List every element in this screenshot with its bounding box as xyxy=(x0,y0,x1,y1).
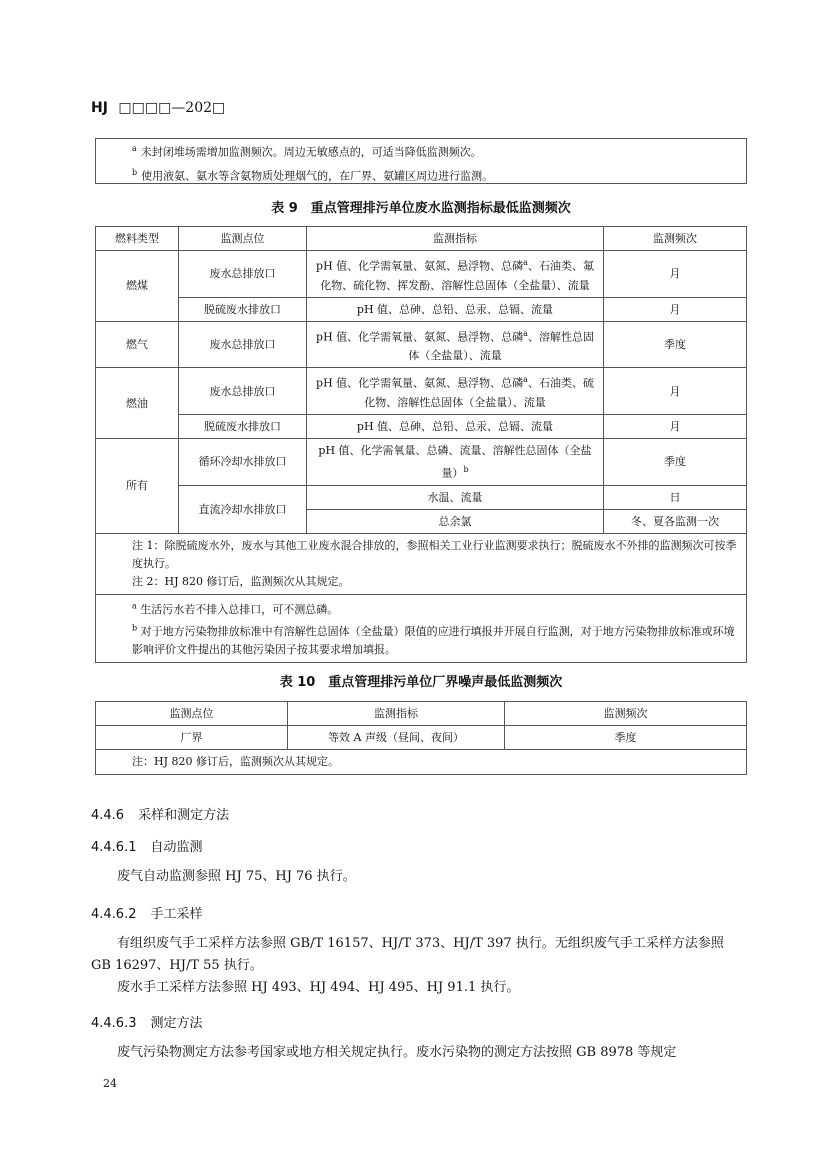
note-b: $^b$ 使用液氨、氨水等含氨物质处理烟气的，在厂界、氨罐区周边进行监测。 xyxy=(132,167,494,183)
point-cell: 直流冷却水排放口 xyxy=(179,485,307,533)
table-row xyxy=(96,297,747,321)
section-heading: 4.4.6.1 自动监测 xyxy=(91,840,203,855)
point-cell: 循环冷却水排放口 xyxy=(179,438,307,485)
document-header xyxy=(91,100,225,116)
table10-caption: 表 10 重点管理排污单位厂界噪声最低监测频次 xyxy=(279,675,563,690)
fuel-cell: 所有 xyxy=(96,438,179,533)
previous-table-notes xyxy=(95,138,747,184)
header-fuel: 燃料类型 xyxy=(96,227,179,251)
fuel-cell: 燃气 xyxy=(96,321,179,368)
indicator-cell: 总余氯 xyxy=(307,509,604,533)
indicator-cell: 等效 A 声级（昼间、夜间） xyxy=(288,726,505,750)
indicator-cell: 水温、流量 xyxy=(307,485,604,509)
indicator-cell: pH 值、总砷、总铅、总汞、总镉、流量 xyxy=(307,297,604,321)
table9-caption: 表 9 重点管理排污单位废水监测指标最低监测频次 xyxy=(271,201,571,216)
table-row xyxy=(96,251,747,298)
point-cell: 脱硫废水排放口 xyxy=(179,297,307,321)
note-a: $^a$ 未封闭堆场需增加监测频次。周边无敏感点的，可适当降低监测频次。 xyxy=(132,144,482,159)
paragraph: 有组织废气手工采样方法参照 GB/T 16157、HJ/T 373、HJ/T 397 执行。无组织废气手工采样方法参照 GB 16297、HJ/T 55 执行。 xyxy=(91,936,724,973)
table-header-row xyxy=(96,227,747,251)
header-point: 监测点位 xyxy=(96,702,288,726)
table-row xyxy=(96,726,747,750)
page-number: 24 xyxy=(103,1077,117,1090)
table10 xyxy=(95,701,747,775)
frequency-cell: 月 xyxy=(604,297,747,321)
note-2: 注 2：HJ 820 修订后，监测频次从其规定。 xyxy=(132,574,350,588)
table-row xyxy=(96,485,747,509)
footnote-b: $^b$ 对于地方污染物排放标准中有溶解性总固体（全盐量）限值的应进行填报并开展自行监测，对于地方污染物排放标准或环境影响评价文件提出的其他污染因子按其要求增加填报。 xyxy=(132,623,735,656)
table9-notes xyxy=(96,533,747,594)
table-row xyxy=(96,438,747,485)
table-row xyxy=(96,321,747,368)
indicator-cell: pH 值、化学需氧量、氨氮、悬浮物、总磷$^a$、溶解性总固体（全盐量）、流量 xyxy=(307,321,604,368)
table-row xyxy=(96,414,747,438)
standard-code: HJ xyxy=(91,100,108,116)
indicator-cell: pH 值、化学需氧量、总磷、流量、溶解性总固体（全盐量）$^b$ xyxy=(307,438,604,485)
point-cell: 废水总排放口 xyxy=(179,368,307,415)
footnote-a: $^a$ 生活污水若不排入总排口，可不测总磷。 xyxy=(132,601,339,617)
frequency-cell: 月 xyxy=(604,414,747,438)
table10-note: 注：HJ 820 修订后，监测频次从其规定。 xyxy=(96,750,747,775)
section-heading: 4.4.6.2 手工采样 xyxy=(91,907,203,922)
section-heading: 4.4.6 采样和测定方法 xyxy=(91,808,230,823)
header-frequency: 监测频次 xyxy=(505,702,747,726)
table-header-row xyxy=(96,702,747,726)
fuel-cell: 燃油 xyxy=(96,368,179,439)
indicator-cell: pH 值、化学需氧量、氨氮、悬浮物、总磷$^a$、石油类、氟化物、硫化物、挥发酚、溶解性总固体（全盐量）、流量 xyxy=(307,251,604,298)
paragraph: 废气自动监测参照 HJ 75、HJ 76 执行。 xyxy=(117,869,356,884)
frequency-cell: 季度 xyxy=(604,438,747,485)
point-cell: 脱硫废水排放口 xyxy=(179,414,307,438)
note-1: 注 1：除脱硫废水外，废水与其他工业废水混合排放的，参照相关工业行业监测要求执行；脱硫废水不外排的监测频次可按季度执行。 xyxy=(132,538,737,570)
section-heading: 4.4.6.3 测定方法 xyxy=(91,1016,203,1031)
header-indicator: 监测指标 xyxy=(288,702,505,726)
point-cell: 废水总排放口 xyxy=(179,251,307,298)
frequency-cell: 季度 xyxy=(505,726,747,750)
table9 xyxy=(95,226,747,663)
standard-number: □□□□—202□ xyxy=(118,100,226,116)
frequency-cell: 日 xyxy=(604,485,747,509)
frequency-cell: 季度 xyxy=(604,321,747,368)
point-cell: 厂界 xyxy=(96,726,288,750)
point-cell: 废水总排放口 xyxy=(179,321,307,368)
paragraph: 废水手工采样方法参照 HJ 493、HJ 494、HJ 495、HJ 91.1 执行。 xyxy=(117,980,520,995)
header-point: 监测点位 xyxy=(179,227,307,251)
header-frequency: 监测频次 xyxy=(604,227,747,251)
table-row xyxy=(96,368,747,415)
paragraph: 废气污染物测定方法参考国家或地方相关规定执行。废水污染物的测定方法按照 GB 8978 等规定 xyxy=(117,1045,677,1060)
frequency-cell: 月 xyxy=(604,251,747,298)
fuel-cell: 燃煤 xyxy=(96,251,179,322)
frequency-cell: 月 xyxy=(604,368,747,415)
frequency-cell: 冬、夏各监测一次 xyxy=(604,509,747,533)
header-indicator: 监测指标 xyxy=(307,227,604,251)
table9-footnotes xyxy=(96,594,747,662)
indicator-cell: pH 值、总砷、总铅、总汞、总镉、流量 xyxy=(307,414,604,438)
indicator-cell: pH 值、化学需氧量、氨氮、悬浮物、总磷$^a$、石油类、硫化物、溶解性总固体（全盐量）、流量 xyxy=(307,368,604,415)
